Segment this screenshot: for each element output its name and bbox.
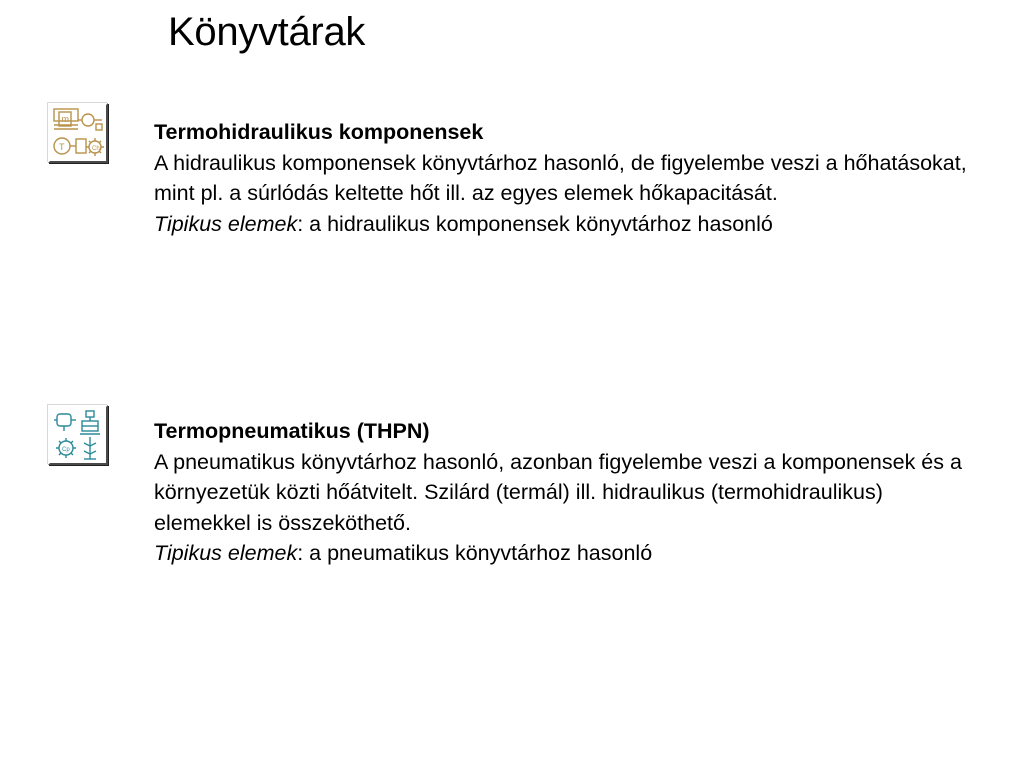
thermohydraulic-library-icon bbox=[48, 103, 108, 163]
thermopneumatic-section bbox=[154, 416, 984, 569]
svg-text:m: m bbox=[61, 114, 69, 124]
section-description: A pneumatikus könyvtárhoz hasonló, azonban figyelembe veszi a komponensek és a környezetük közti hőátvitelt. Szilárd (termál) ill. hidraulikus (termohidraulikus) elemekkel is összeköthető. bbox=[154, 449, 962, 535]
section-description: A hidraulikus komponensek könyvtárhoz hasonló, de figyelembe veszi a hőhatásokat, mint pl. a súrlódás keltette hőt ill. az egyes elemek hőkapacitását. bbox=[154, 150, 967, 205]
typical-elements-line bbox=[154, 209, 984, 240]
typical-elements-text: : a hidraulikus komponensek könyvtárhoz hasonló bbox=[297, 211, 773, 236]
typical-elements-label: Tipikus elemek bbox=[154, 211, 298, 236]
page-title: Könyvtárak bbox=[168, 10, 366, 54]
thermohydraulic-section bbox=[154, 117, 984, 239]
thermopneumatic-library-icon bbox=[48, 405, 108, 465]
typical-elements-line bbox=[154, 538, 984, 569]
typical-elements-label: Tipikus elemek bbox=[154, 541, 298, 565]
typical-elements-text: : a pneumatikus könyvtárhoz hasonló bbox=[297, 541, 653, 565]
svg-text:Ch: Ch bbox=[92, 146, 100, 152]
svg-text:Cp: Cp bbox=[62, 447, 70, 453]
svg-text:T: T bbox=[59, 142, 65, 152]
section-heading: Termohidraulikus komponensek bbox=[154, 120, 484, 144]
section-heading: Termopneumatikus (THPN) bbox=[154, 419, 430, 443]
